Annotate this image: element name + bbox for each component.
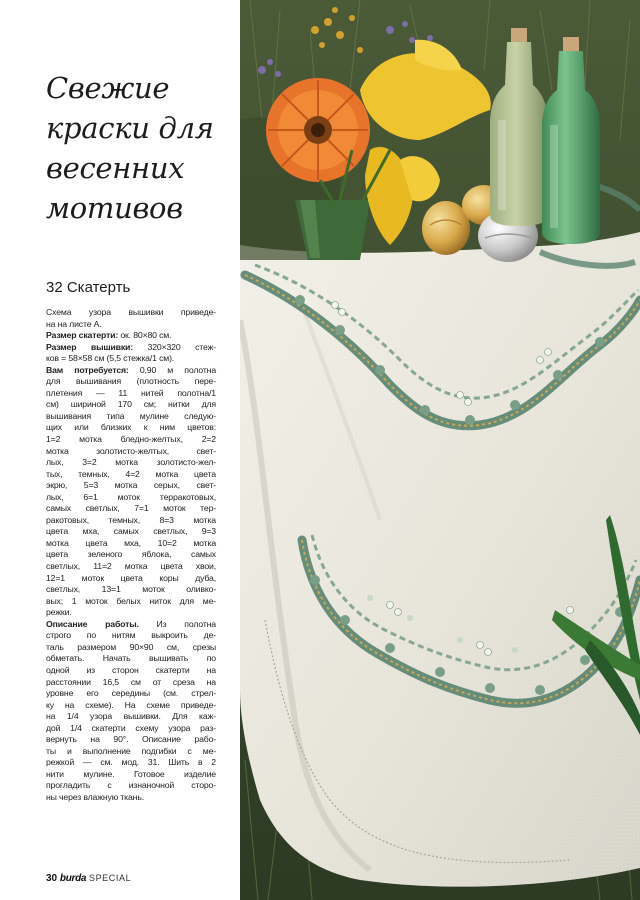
text-line: [46, 446, 216, 458]
line-text: таль размером 90×90 см, срезы: [46, 641, 216, 652]
text-line: [46, 630, 216, 642]
text-line: [46, 526, 216, 538]
text-line: [46, 388, 216, 400]
text-line: [46, 538, 216, 550]
line-text: мотка золотисто-желтых, свет-: [46, 445, 216, 456]
text-line: [46, 515, 216, 527]
text-line: [46, 365, 216, 377]
text-line: [46, 561, 216, 573]
text-line: [46, 734, 216, 746]
line-text: светлых, 13=1 моток оливко-: [46, 584, 216, 595]
text-line: [46, 780, 216, 792]
text-line: [46, 665, 216, 677]
line-text: ков = 58×58 см (5,5 стежка/1 см).: [46, 353, 175, 364]
text-column: [0, 0, 240, 900]
line-text: ны через влажную ткань.: [46, 791, 144, 802]
title-line: мотивов: [46, 191, 183, 225]
text-line: [46, 319, 216, 331]
text-line: [46, 353, 216, 365]
line-text: лых, 6=1 моток терракотовых,: [46, 491, 216, 502]
line-text: на 1/4 узора вышивки. Для каж-: [46, 711, 216, 722]
edition-label: SPECIAL: [88, 873, 132, 883]
text-line: [46, 549, 216, 561]
line-text: нити мулине. Готовое изделие: [46, 768, 216, 779]
text-line: [46, 700, 216, 712]
text-line: [46, 792, 216, 804]
text-line: [46, 573, 216, 585]
text-line: [46, 376, 216, 388]
text-line: [46, 619, 216, 631]
text-line: [46, 469, 216, 481]
line-text: лых, 3=2 мотка золотисто-жел-: [46, 457, 216, 468]
text-line: [46, 677, 216, 689]
text-line: [46, 330, 216, 342]
line-text: 1=2 мотка бледно-желтых, 2=2: [46, 434, 216, 445]
line-text: уровне его середины (см. стрел-: [46, 688, 216, 699]
line-text: Схема узора вышивки приведе-: [46, 307, 216, 317]
line-text: экрю, 5=3 мотка серых, свет-: [46, 480, 216, 491]
line-text: расстоянии 16,5 см от среза на: [46, 676, 216, 687]
text-line: [46, 307, 216, 319]
line-text: дой 1/4 скатерти схему узора раз-: [46, 722, 216, 733]
orange-gerbera: [266, 78, 370, 182]
line-text: вышивания типа мулине следую-: [46, 410, 216, 421]
line-text: на на листе А.: [46, 318, 102, 329]
text-line: [46, 642, 216, 654]
text-line: [46, 342, 216, 354]
line-text: тых, темных, 4=2 мотка цвета: [46, 468, 216, 479]
title-line: Свежие: [46, 71, 170, 105]
line-text: одной из сторон скатерти на: [46, 664, 216, 675]
item-heading: 32 Скатерть: [46, 279, 131, 296]
line-text: мотка цвета мха, 10=2 мотка: [46, 537, 216, 548]
text-line: [46, 607, 216, 619]
line-text: цвета мха, самых светлых, 9=3: [46, 526, 216, 537]
line-text: строго по нитям выкроить де-: [46, 630, 216, 641]
text-line: [46, 399, 216, 411]
line-text: ракотовых, темных, 8=3 мотка: [46, 514, 216, 525]
text-line: [46, 492, 216, 504]
line-text: см) шириной 170 см; нитки для: [46, 399, 216, 410]
line-text: 0,90 м полотна: [128, 364, 217, 375]
text-line: [46, 723, 216, 735]
text-line: [46, 503, 216, 515]
brand-logo: burda: [59, 873, 87, 884]
page-footer: [46, 873, 226, 884]
line-text: вых; 1 моток белых ниток для ме-: [46, 595, 216, 606]
line-text: плетения — 11 нитей полотна/1: [46, 387, 216, 398]
vase: [295, 200, 370, 260]
bold-label: Размер вышивки:: [46, 341, 133, 352]
line-text: для вышивания (плотность пере-: [46, 376, 216, 387]
line-text: вернуть на 90°. Описание рабо-: [46, 734, 216, 745]
line-text: самых светлых, 7=1 моток тер-: [46, 503, 216, 514]
title-line: краски для: [46, 111, 214, 145]
bold-label: Вам потребуется:: [46, 364, 129, 375]
text-line: [46, 711, 216, 723]
line-text: 320×320 стеж-: [132, 341, 216, 352]
text-line: [46, 422, 216, 434]
text-line: [46, 757, 216, 769]
line-text: светлых, 11=2 мотка цвета хвои,: [46, 561, 216, 572]
title-line: весенних: [46, 151, 185, 185]
text-line: [46, 688, 216, 700]
line-text: ты и выполнение подгибки с ме-: [46, 745, 216, 756]
line-text: режки.: [46, 607, 72, 618]
line-text: обметать. Начать вышивать по: [46, 653, 216, 664]
line-text: цвета зеленого яблока, самых: [46, 549, 216, 560]
tablecloth-photo: [240, 0, 640, 900]
text-line: [46, 596, 216, 608]
line-text: 12=1 моток цвета коры дуба,: [46, 572, 216, 583]
line-text: режкой — см. мод. 31. Шить в 2: [46, 757, 216, 768]
text-line: [46, 653, 216, 665]
text-line: [46, 411, 216, 423]
line-text: ок. 80×80 см.: [118, 330, 172, 341]
text-line: [46, 457, 216, 469]
bold-label: Описание работы.: [46, 618, 139, 629]
line-text: прогладить с изнаночной сторо-: [46, 780, 216, 791]
text-line: [46, 584, 216, 596]
page-number: 30: [46, 873, 58, 884]
line-text: Из полотна: [138, 618, 216, 629]
text-line: [46, 480, 216, 492]
text-line: [46, 434, 216, 446]
text-line: [46, 769, 216, 781]
article-title: [46, 68, 236, 228]
line-text: щих или близких к ним цветов:: [46, 422, 216, 433]
instructions-text: [46, 307, 216, 804]
line-text: ку на схеме). На схеме приведе-: [46, 699, 216, 710]
text-line: [46, 746, 216, 758]
bold-label: Размер скатерти:: [46, 330, 119, 341]
